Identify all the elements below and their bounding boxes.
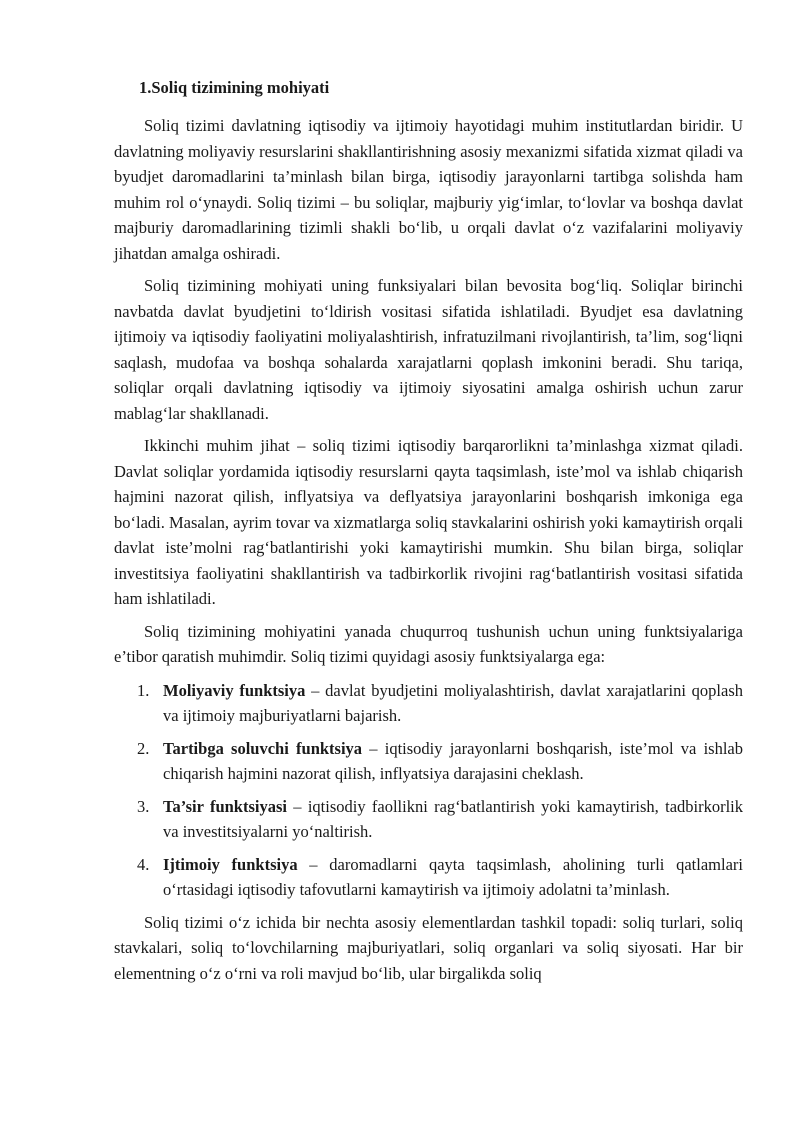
list-number: 2. [137, 738, 150, 758]
paragraph-intro: Soliq tizimi davlatning iqtisodiy va ijtimoiy hayotidagi muhim institutlardan biridir. U davlatning moliyaviy resurslarini shakllantirishning asosiy mexanizmi sifatida xizmat qiladi va byudjet daromadlarini ta’minlash bilan birga, iqtisodiy jarayonlarni tartibga solishda ham muhim rol o‘ynaydi. Soliq tizimi – bu soliqlar, majburiy yig‘imlar, to‘lovlar va boshqa davlat majburiy daromadlarining tizimli shakli bo‘lib, u orqali davlat o‘z vazifalarini moliyaviy jihatdan amalga oshiradi. [114, 116, 743, 263]
paragraph-stability: Ikkinchi muhim jihat – soliq tizimi iqtisodiy barqarorlikni ta’minlashga xizmat qiladi. Davlat soliqlar yordamida iqtisodiy resurslarni qayta taqsimlash, iste’mol va ishlab chiqarish hajmini nazorat qilish, inflyatsiya va deflyatsiya jarayonlarini boshqarish imkoniga ega bo‘ladi. Masalan, ayrim tovar va xizmatlarga soliq stavkalarini oshirish yoki kamaytirish orqali davlat iste’molni rag‘batlantirishi yoki kamaytirishi mumkin. Shu bilan birga, soliqlar investitsiya faoliyatini shakllantirish va tadbirkorlik rivojini rag‘batlantirish vositasi sifatida ham ishlatiladi. [114, 436, 743, 608]
function-description: – iqtisodiy jarayonlarni boshqarish, iste’mol va ishlab chiqarish hajmini nazorat qilish, inflyatsiya darajasini cheklash. [163, 738, 743, 783]
list-number: 3. [137, 796, 150, 816]
function-description: – davlat byudjetini moliyalashtirish, davlat xarajatlarini qoplash va ijtimoiy majburiyatlarni bajarish. [163, 680, 743, 725]
function-description: – daromadlarni qayta taqsimlash, aholining turli qatlamlari o‘rtasidagi iqtisodiy tafovutlarni kamaytirish va ijtimoiy adolatni ta’minlash. [163, 854, 743, 899]
paragraph-essence: Soliq tizimining mohiyati uning funksiyalari bilan bevosita bog‘liq. Soliqlar birinchi navbatda davlat byudjetini to‘ldirish vositasi sifatida ishlatiladi. Byudjet esa davlatning ijtimoiy va iqtisodiy faoliyatini moliyalashtirish, infratuzilmani rivojlantirish, ta’lim, sog‘liqni saqlash, mudofaa va boshqa sohalarda xarajatlarni qoplash imkonini beradi. Shu tariqa, soliqlar orqali davlatning iqtisodiy va ijtimoiy siyosatini amalga oshirish uchun zarur mablag‘lar shakllanadi. [114, 276, 743, 423]
list-item [114, 794, 743, 845]
list-item [114, 678, 743, 729]
function-term: Moliyaviy funktsiya [163, 680, 306, 700]
paragraph-elements: Soliq tizimi o‘z ichida bir nechta asosiy elementlardan tashkil topadi: soliq turlari, soliq stavkalari, soliq to‘lovchilarning majburiyatlari, soliq organlari va soliq siyosati. Har bir elementning o‘z o‘rni va roli mavjud bo‘lib, ular birgalikda soliq [114, 912, 743, 983]
list-number: 1. [137, 680, 150, 700]
list-item [114, 852, 743, 903]
function-description: – iqtisodiy faollikni rag‘batlantirish yoki kamaytirish, tadbirkorlik va investitsiyalarni yo‘naltirish. [163, 796, 744, 841]
list-item [114, 736, 743, 787]
list-number: 4. [137, 854, 150, 874]
functions-list [114, 678, 743, 903]
paragraph-functions-intro: Soliq tizimining mohiyatini yanada chuqurroq tushunish uchun uning funktsiyalariga e’tibor qaratish muhimdir. Soliq tizimi quyidagi asosiy funktsiyalarga ega: [114, 621, 743, 666]
function-term: Ijtimoiy funktsiya [163, 854, 298, 874]
section-heading: 1.Soliq tizimining mohiyati [139, 78, 330, 97]
function-term: Ta’sir funktsiyasi [163, 796, 287, 816]
function-term: Tartibga soluvchi funktsiya [163, 738, 363, 758]
